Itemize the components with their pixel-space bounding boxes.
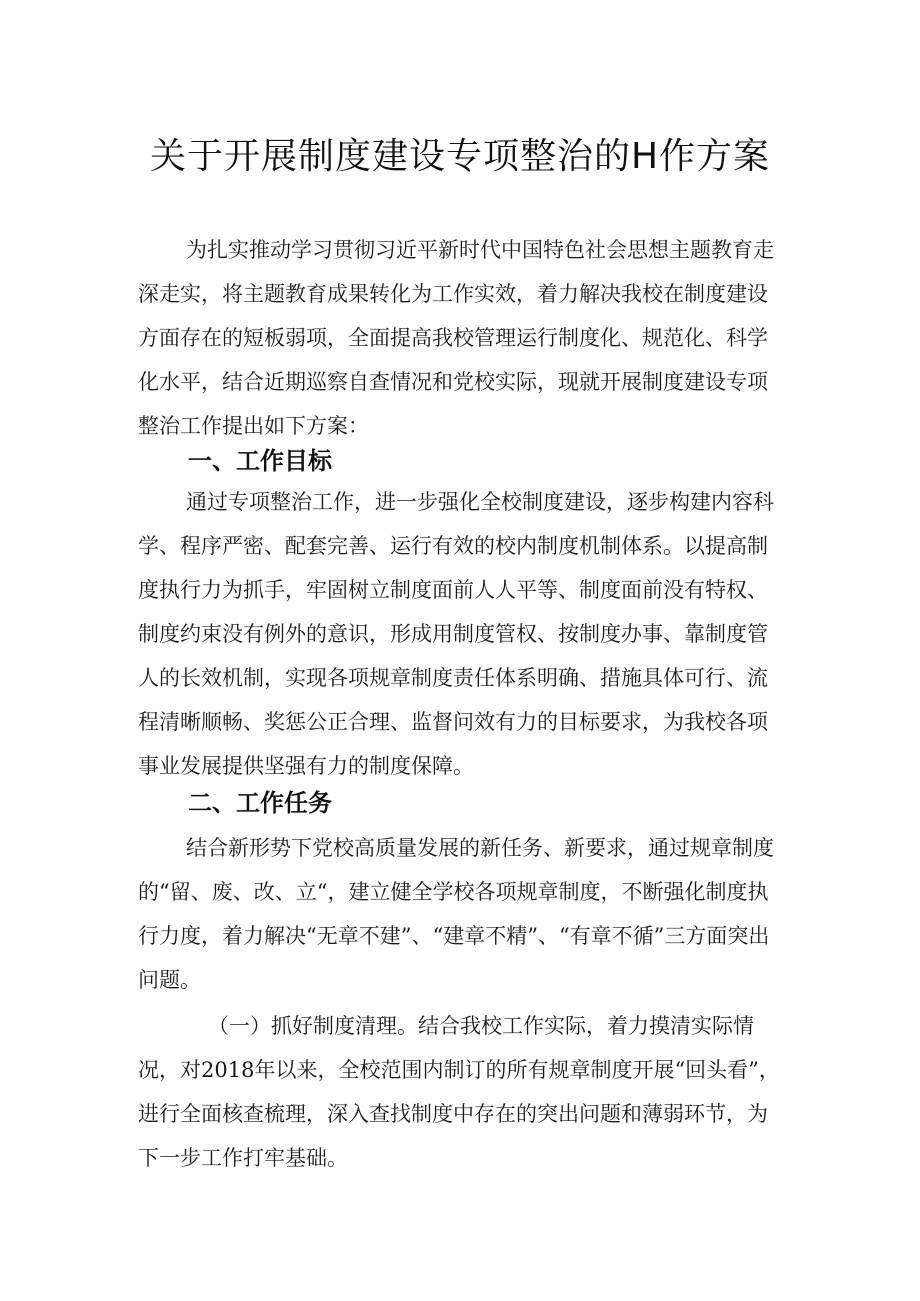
tasks-paragraph: 结合新形势下党校高质量发展的新任务、新要求，通过规章制度的“留、废、改、立“，建立健全学校各项规章制度，不断强化制度执行力度，着力解决“无章不建”、“建章不精”、“有章不循”三方面突出问题。 [138, 836, 774, 992]
section-heading-tasks: 二、工作任务 [188, 789, 332, 817]
section-heading-goals: 一、工作目标 [188, 447, 332, 475]
goals-paragraph: 通过专项整治工作，进一步强化全校制度建设，逐步构建内容科学、程序严密、配套完善、运行有效的校内制度机制体系。以提高制度执行力为抓手，牢固树立制度面前人人平等、制度面前没有特权、制度约束没有例外的意识，形成用制度管权、按制度办事、靠制度管人的长效机制，实现各项规章制度责任体系明确、措施具体可行、流程清晰顺畅、奖惩公正合理、监督问效有力的目标要求，为我校各项事业发展提供坚强有力的制度保障。 [138, 490, 774, 778]
intro-paragraph: 为扎实推动学习贯彻习近平新时代中国特色社会思想主题教育走深走实，将主题教育成果转化为工作实效，着力解决我校在制度建设方面存在的短板弱项，全面提高我校管理运行制度化、规范化、科学化水平，结合近期巡察自查情况和党校实际，现就开展制度建设专项整治工作提出如下方案： [138, 238, 774, 438]
document-title: 关于开展制度建设专项整治的H作方案 [149, 136, 771, 177]
task-item-1: （一）抓好制度清理。结合我校工作实际，着力摸清实际情况，对2018年以来，全校范围内制订的所有规章制度开展“回头看”，进行全面核查梳理，深入查找制度中存在的突出问题和薄弱环节，为下一步工作打牢基础。 [138, 1014, 780, 1170]
